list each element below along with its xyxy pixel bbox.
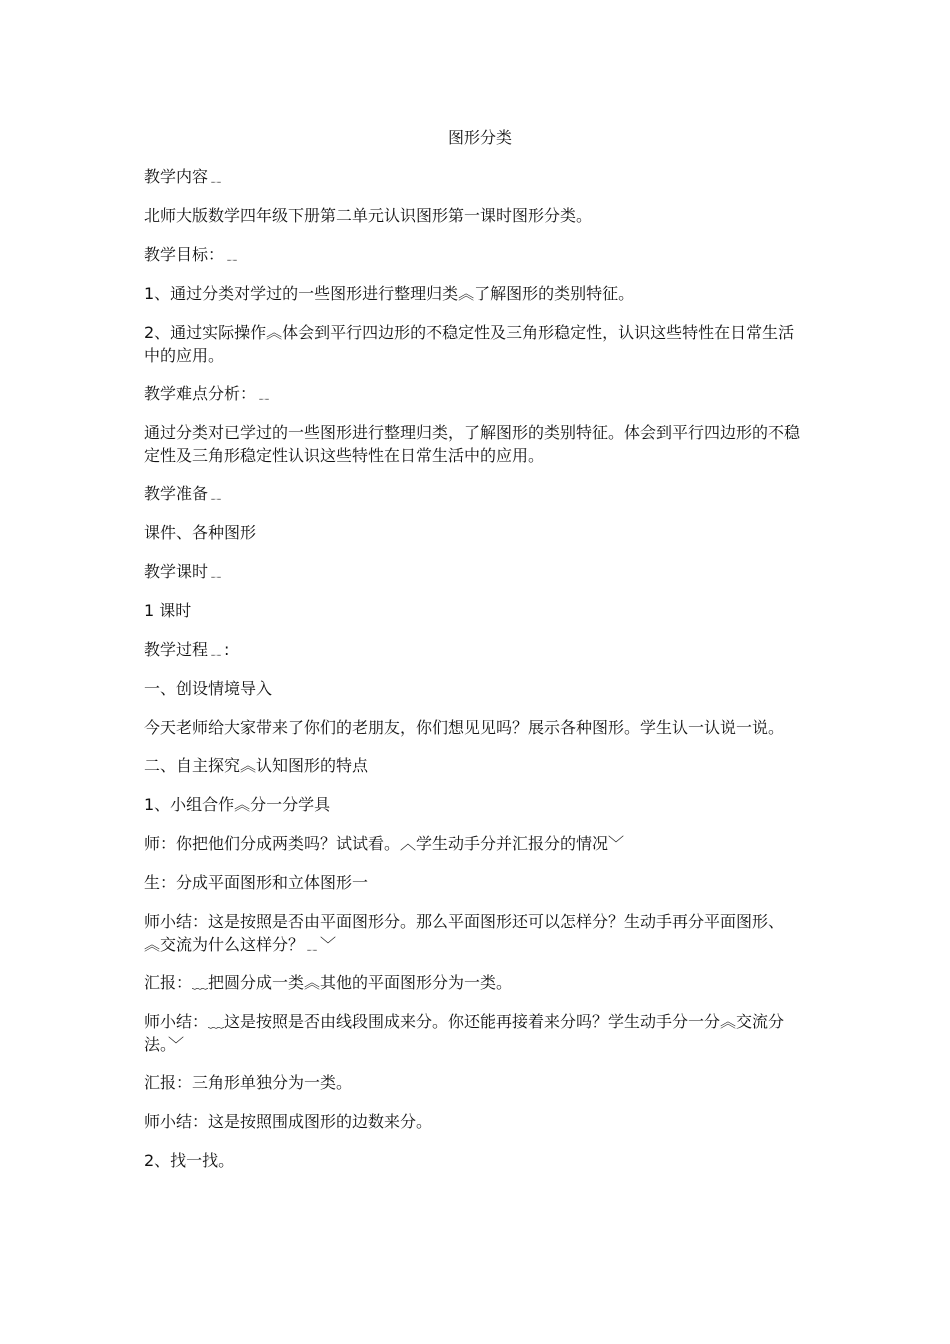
- document-title: 图形分类: [447, 128, 512, 147]
- paragraph-teaching-content: 北师大版数学四年级下册第二单元认识图形第一课时图形分类。: [144, 206, 593, 225]
- paragraph-student-answer: 生：分成平面图形和立体图形一: [144, 873, 369, 892]
- paragraph-report-1: 汇报：﹏把圆分成一类︽其他的平面图形分为一类。: [144, 973, 513, 992]
- heading-teaching-goals: 教学目标：﹎: [144, 245, 241, 264]
- section-heading-1: 一、创设情境导入: [144, 679, 273, 698]
- heading-teaching-hours: 教学课时﹎: [144, 562, 225, 581]
- paragraph-teaching-hours: 1 课时: [144, 601, 192, 620]
- paragraph-report-2: 汇报：三角形单独分为一类。: [144, 1073, 353, 1092]
- subsection-heading-1: 1、小组合作︽分一分学具: [144, 795, 331, 814]
- heading-difficulty-analysis: 教学难点分析：﹎: [144, 384, 273, 403]
- paragraph-difficulty-analysis: 通过分类对已学过的一些图形进行整理归类，了解图形的类别特征。体会到平行四边形的不稳定性及三角形稳定性认识这些特性在日常生活中的应用。: [144, 423, 801, 465]
- section-heading-2: 二、自主探究︽认知图形的特点: [144, 756, 369, 775]
- paragraph-teacher-question: 师：你把他们分成两类吗？试试看。︿学生动手分并汇报分的情况﹀: [144, 834, 625, 853]
- paragraph-goal-1: 1、通过分类对学过的一些图形进行整理归类︽了解图形的类别特征。: [144, 284, 635, 303]
- paragraph-intro: 今天老师给大家带来了你们的老朋友，你们想见见吗？展示各种图形。学生认一认说一说。: [144, 718, 785, 737]
- heading-teaching-preparation: 教学准备﹎: [144, 484, 225, 503]
- heading-teaching-content: 教学内容﹎: [144, 167, 225, 186]
- paragraph-teacher-summary-2: 师小结：﹏这是按照是否由线段围成来分。你还能再接着来分吗？学生动手分一分︽交流分法。﹀: [144, 1012, 785, 1054]
- subsection-heading-2: 2、找一找。: [144, 1151, 235, 1170]
- paragraph-teaching-preparation: 课件、各种图形: [144, 523, 257, 542]
- document-page: [144, 126, 808, 1188]
- paragraph-goal-2: 2、通过实际操作︽体会到平行四边形的不稳定性及三角形稳定性，认识这些特性在日常生活中的应用。: [144, 323, 795, 365]
- heading-teaching-process: 教学过程﹎:: [144, 640, 230, 659]
- paragraph-teacher-summary-1: 师小结：这是按照是否由平面图形分。那么平面图形还可以怎样分？生动手再分平面图形、︽交流为什么这样分？﹎﹀: [144, 912, 785, 954]
- paragraph-teacher-summary-3: 师小结：这是按照围成图形的边数来分。: [144, 1112, 433, 1131]
